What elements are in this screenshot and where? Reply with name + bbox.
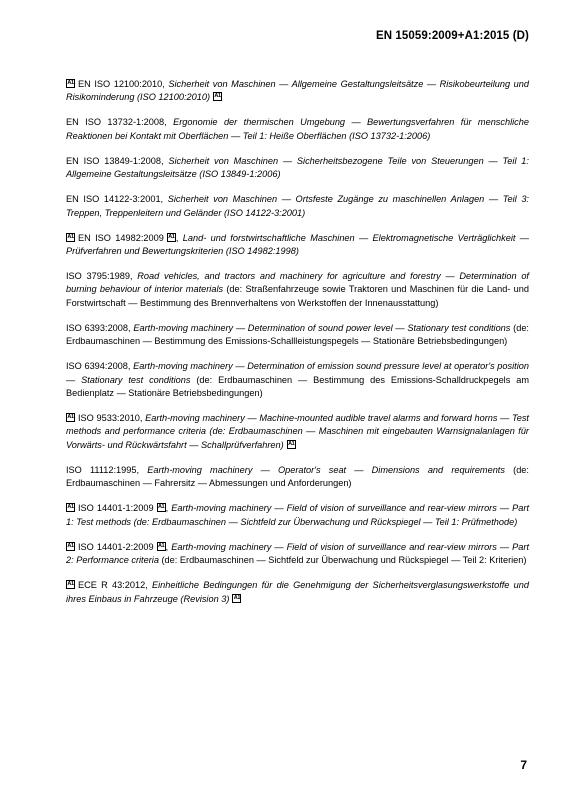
a1-open-marker-icon: A1: [67, 504, 74, 511]
reference-translation: (de: Straßenfahrzeuge sowie Traktoren und Maschinen für die Land- und Forstwirtschaft — Bestimmung des Brennverhaltens von Werkstoffen der Innenausstattung): [66, 284, 530, 308]
a1-close-marker-icon: A1: [168, 233, 175, 240]
reference-title: Earth-moving machinery — Field of vision of surveillance and rear-view mirrors — Part 2: Performance criteria: [66, 541, 529, 566]
reference-code: ISO 11112:1995,: [66, 464, 140, 475]
a1-open-marker-icon: A1: [67, 542, 74, 549]
reference-title: Sicherheit von Maschinen — Allgemeine Gestaltungsleitsätze — Risikobeurteilung und Risikominderung (ISO 12100:2010): [66, 79, 529, 103]
reference-translation: (de: Erdbaumaschinen — Sichtfeld zur Überwachung und Rückspiegel — Teil 2: Kriterien): [161, 555, 527, 566]
reference-code: ISO 6393:2008,: [66, 322, 131, 333]
reference-title: Road vehicles, and tractors and machinery for agriculture and forestry — Determination of burning behaviour of interior materials: [66, 271, 529, 295]
a1-open-marker-icon: A1: [67, 233, 74, 240]
reference-entry: A1 ISO 14401-2:2009 A1, Earth-moving machinery — Field of vision of surveillance and rear-view mirrors — Part 2: Performance criteria (de: Erdbaumaschinen — Sichtfeld zur Überwachung und Rückspiegel — Teil 2: Kriterien): [66, 541, 529, 566]
reference-title: Einheitliche Bedingungen für die Genehmigung der Sicherheitsverglasungswerkstoffe und ihres Einbaus in Fahrzeuge (Revision 3): [66, 580, 529, 604]
normative-references-list: [66, 78, 529, 618]
page-number: 7: [520, 758, 527, 772]
reference-code: ECE R 43:2012,: [78, 580, 148, 591]
a1-close-marker-icon: A1: [288, 440, 295, 447]
reference-entry: [66, 270, 529, 310]
reference-code: EN ISO 14122-3:2001,: [66, 194, 164, 205]
reference-code: EN ISO 13849-1:2008,: [66, 155, 164, 166]
reference-title: Earth-moving machinery — Determination of sound power level — Stationary test conditions: [133, 322, 511, 333]
reference-entry: [66, 464, 529, 491]
reference-translation: (de: Erdbaumaschinen — Bestimmung des Emissions-Schallleistungspegels — Stationäre Betriebsbedingungen): [66, 322, 529, 347]
reference-entry: [66, 360, 529, 400]
reference-title: Earth-moving machinery — Operator's seat — Dimensions and requirements: [147, 464, 505, 475]
reference-title: Sicherheit von Maschinen — Sicherheitsbezogene Teile von Steuerungen — Teil 1: Allgemeine Gestaltungsleitsätze (ISO 13849-1:2006): [66, 155, 529, 180]
document-header: EN 15059:2009+A1:2015 (D): [375, 30, 529, 42]
reference-entry: [66, 155, 529, 182]
a1-close-marker-icon: A1: [214, 93, 221, 100]
a1-open-marker-icon: A1: [67, 80, 74, 86]
reference-entry: A1 EN ISO 14982:2009 A1, Land- und forstwirtschaftliche Maschinen — Elektromagnetische Verträglichkeit — Prüfverfahren und Bewertungskriterien (ISO 14982:1998): [66, 232, 529, 257]
a1-open-marker-icon: A1: [67, 414, 74, 421]
reference-entry: [66, 412, 529, 452]
a1-close-marker-icon: A1: [157, 542, 165, 549]
reference-title: Earth-moving machinery — Machine-mounted audible travel alarms and forward horns — Test methods and performance criteria (de: Erdbaumaschinen — Maschinen mit eingebauten Warnsignalanlagen für Vorwärts- und Rückwärtsfahrt — Schallprüfverfahren): [66, 413, 529, 450]
reference-code: ISO 14401-1:2009: [78, 503, 154, 514]
a1-close-marker-icon: A1: [233, 594, 241, 601]
reference-title: Land- und forstwirtschaftliche Maschinen — Elektromagnetische Verträglichkeit — Prüfverfahren und Bewertungskriterien (ISO 14982:1998): [66, 232, 529, 257]
reference-title: Earth-moving machinery — Field of vision of surveillance and rear-view mirrors — Part 1: Test methods (de: Erdbaumaschinen — Sichtfeld zur Überwachung und Rückspiegel — Teil 1: Prüfmethode): [66, 503, 529, 527]
reference-title: Ergonomie der thermischen Umgebung — Bewertungsverfahren für menschliche Reaktionen bei Kontakt mit Oberflächen — Teil 1: Heiße Oberflächen (ISO 13732-1:2006): [66, 117, 529, 141]
a1-open-marker-icon: A1: [67, 581, 74, 588]
reference-entry: [66, 193, 529, 220]
reference-code: EN ISO 12100:2010,: [78, 79, 165, 89]
reference-code: ISO 3795:1989,: [66, 271, 133, 282]
reference-entry: A1 ISO 14401-1:2009 A1, Earth-moving machinery — Field of vision of surveillance and rear-view mirrors — Part 1: Test methods (de: Erdbaumaschinen — Sichtfeld zur Überwachung und Rückspiegel — Teil 1: Prüfmethode): [66, 503, 529, 527]
reference-translation: (de: Erdbaumaschinen — Bestimmung des Emissions-Schalldruckpegels am Bedienplatz — Stationäre Betriebsbedingungen): [66, 374, 529, 399]
reference-code: ISO 14401-2:2009: [78, 541, 154, 552]
reference-code: ISO 6394:2008,: [66, 361, 131, 372]
reference-title: Sicherheit von Maschinen — Ortsfeste Zugänge zu maschinellen Anlagen — Teil 3: Treppen, Treppenleitern und Geländer (ISO 14122-3:2001): [66, 194, 529, 218]
reference-code: EN ISO 13732-1:2008,: [66, 117, 167, 128]
reference-entry: [66, 322, 529, 349]
reference-entry: [66, 78, 529, 105]
reference-entry: [66, 579, 529, 606]
a1-close-marker-icon: A1: [157, 504, 165, 511]
reference-translation: (de: Erdbaumaschinen — Fahrersitz — Abmessungen und Anforderungen): [66, 464, 529, 489]
reference-entry: [66, 116, 529, 143]
reference-code: EN ISO 14982:2009: [78, 232, 164, 243]
reference-code: ISO 9533:2010,: [78, 413, 143, 424]
reference-title: Earth-moving machinery — Determination of emission sound pressure level at operator's position — Stationary test conditions: [66, 361, 529, 385]
